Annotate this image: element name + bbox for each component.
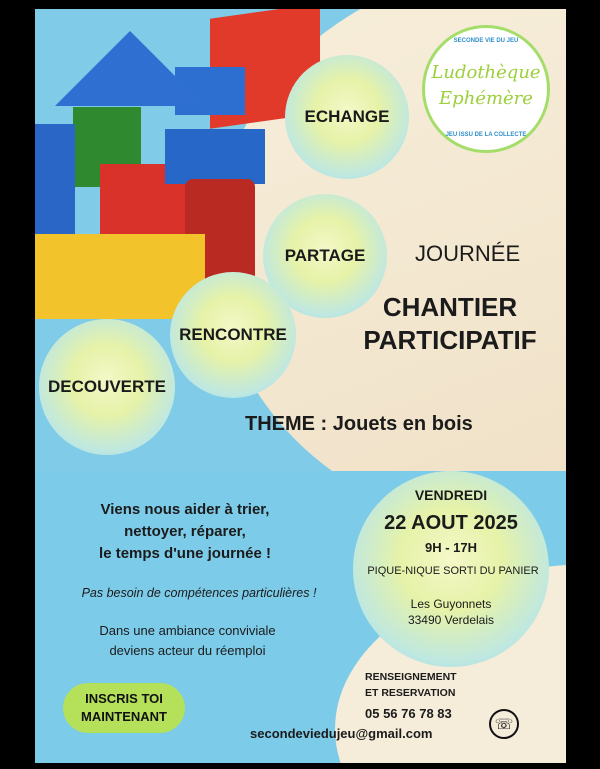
date-text: 22 AOUT 2025 <box>384 512 518 534</box>
place-line2: 33490 Verdelais <box>407 613 495 627</box>
contact-heading <box>365 669 457 701</box>
logo-line2: Ephémère <box>439 88 533 109</box>
register-line2: MAINTENANT <box>81 709 167 724</box>
journee-label: JOURNÉE <box>415 241 521 266</box>
ambiance-line2: deviens acteur du réemploi <box>109 643 266 658</box>
lunch-text: PIQUE-NIQUE SORTI DU PANIER <box>367 565 539 577</box>
blue-side-block <box>35 124 75 244</box>
ambiance-text <box>35 621 340 661</box>
bubble-rencontre: RENCONTRE <box>170 272 296 398</box>
bubble-partage: PARTAGE <box>263 194 387 318</box>
skills-text: Pas besoin de compétences particulières ! <box>81 586 317 600</box>
bubble-echange: ECHANGE <box>285 55 409 179</box>
intro-line1: Viens nous aider à trier, <box>100 501 270 518</box>
place-line1: Les Guyonnets <box>410 597 492 611</box>
logo-line1: Ludothèque <box>431 62 541 83</box>
title-line1: CHANTIER <box>382 292 518 322</box>
register-button[interactable] <box>63 683 185 733</box>
logo-top-text: SECONDE VIE DU JEU <box>453 38 519 44</box>
ludotheque-logo <box>422 25 550 153</box>
email-address[interactable]: secondeviedujeu@gmail.com <box>250 726 433 741</box>
day-text: VENDREDI <box>414 487 488 503</box>
register-line1: INSCRIS TOI <box>85 691 163 706</box>
logo-bottom-text: JEU ISSU DE LA COLLECTE <box>445 132 527 138</box>
intro-text <box>35 499 335 565</box>
contact-heading-line2: ET RESERVATION <box>365 687 456 699</box>
blue-roof-block <box>55 31 205 106</box>
hours-text: 9H - 17H <box>424 540 478 555</box>
poster <box>35 9 566 763</box>
intro-line3: le temps d'une journée ! <box>99 545 271 562</box>
theme-text: THEME : Jouets en bois <box>245 413 473 435</box>
blue-plank <box>165 129 265 184</box>
ambiance-line1: Dans une ambiance conviviale <box>99 623 276 638</box>
contact-heading-line1: RENSEIGNEMENT <box>365 671 457 683</box>
bubble-decouverte: DECOUVERTE <box>39 319 175 455</box>
intro-line2: nettoyer, réparer, <box>124 523 246 540</box>
phone-icon: ☏ <box>489 709 519 739</box>
phone-number[interactable]: 05 56 76 78 83 <box>365 706 452 721</box>
title-line2: PARTICIPATIF <box>363 325 537 355</box>
